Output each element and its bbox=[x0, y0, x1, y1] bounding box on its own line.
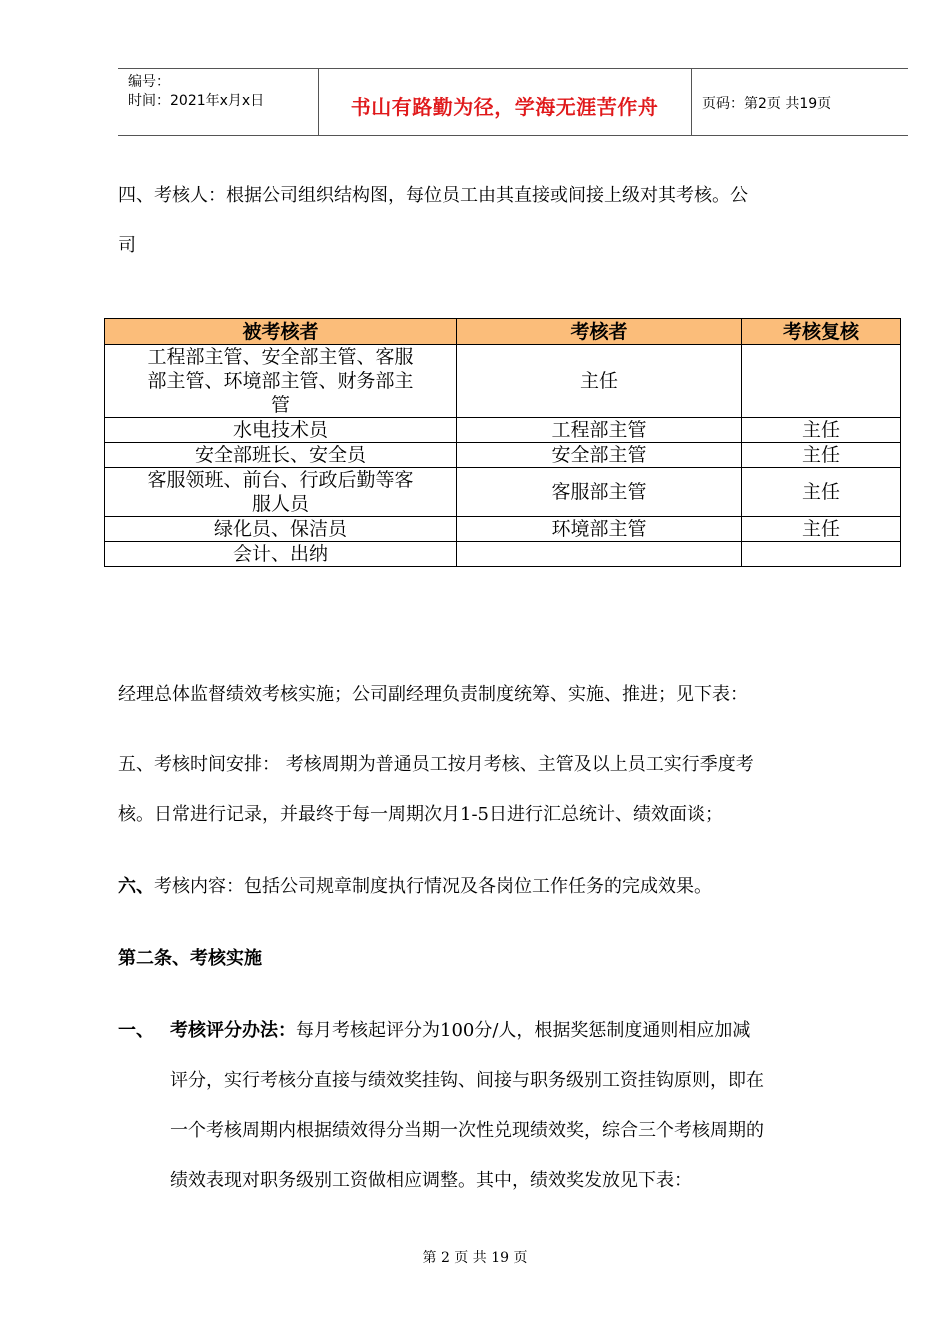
assessment-table bbox=[104, 318, 901, 567]
item1-line1 bbox=[170, 1016, 750, 1042]
assessee-cell bbox=[105, 418, 457, 443]
table-header-review: 考核复核 bbox=[742, 319, 901, 345]
document-number-label: 编号： bbox=[128, 74, 170, 90]
item1-title: 考核评分办法： bbox=[170, 1020, 296, 1041]
header-page-number: 页码：第2页 共19页 bbox=[702, 96, 832, 112]
assessee-cell bbox=[105, 517, 457, 542]
header-motto: 书山有路勤为径，学海无涯苦作舟 bbox=[350, 95, 659, 119]
assessee-line: 绿化员、保洁员 bbox=[213, 518, 347, 540]
table-header-row bbox=[105, 319, 901, 345]
section6 bbox=[118, 872, 712, 898]
assessor-cell: 环境部主管 bbox=[457, 517, 742, 542]
header-divider bbox=[691, 69, 692, 135]
assessee-line: 会计、出纳 bbox=[232, 543, 328, 565]
section4-line1: 四、考核人：根据公司组织结构图，每位员工由其直接或间接上级对其考核。公 bbox=[118, 185, 748, 206]
assessor-cell: 安全部主管 bbox=[457, 443, 742, 468]
section5-line2: 核。日常进行记录，并最终于每一周期次月1-5日进行汇总统计、绩效面谈； bbox=[118, 804, 723, 825]
assessee-line: 水电技术员 bbox=[232, 419, 328, 441]
item1-text: 每月考核起评分为100分/人，根据奖惩制度通则相应加减 bbox=[296, 1020, 751, 1041]
assessee-cell bbox=[105, 345, 457, 418]
assessee-cell bbox=[105, 542, 457, 567]
assessor-cell: 工程部主管 bbox=[457, 418, 742, 443]
section4-line2: 司 bbox=[118, 235, 136, 256]
assessee-line: 服人员 bbox=[251, 493, 309, 515]
item1-number: 一、 bbox=[118, 1020, 154, 1041]
assessor-cell: 主任 bbox=[457, 345, 742, 418]
page-footer: 第 2 页 共 19 页 bbox=[422, 1250, 528, 1266]
header-meta bbox=[128, 73, 264, 111]
review-cell: 主任 bbox=[742, 418, 901, 443]
assessee-cell bbox=[105, 468, 457, 517]
review-cell bbox=[742, 345, 901, 418]
item1-line4: 绩效表现对职务级别工资做相应调整。其中，绩效奖发放见下表： bbox=[170, 1170, 692, 1191]
assessor-cell: 客服部主管 bbox=[457, 468, 742, 517]
assessee-cell bbox=[105, 443, 457, 468]
section5-line1: 五、考核时间安排： 考核周期为普通员工按月考核、主管及以上员工实行季度考 bbox=[118, 754, 754, 775]
review-cell: 主任 bbox=[742, 468, 901, 517]
table-row bbox=[105, 468, 901, 517]
section4-continuation: 经理总体监督绩效考核实施；公司副经理负责制度统筹、实施、推进；见下表： bbox=[118, 684, 748, 705]
item1-line2: 评分，实行考核分直接与绩效奖挂钩、间接与职务级别工资挂钩原则，即在 bbox=[170, 1070, 764, 1091]
assessee-line: 工程部主管、安全部主管、客服 bbox=[147, 346, 414, 368]
table-row bbox=[105, 542, 901, 567]
table-row bbox=[105, 418, 901, 443]
article2-heading: 第二条、考核实施 bbox=[118, 948, 262, 969]
assessee-line: 部主管、环境部主管、财务部主 bbox=[147, 370, 414, 392]
review-cell: 主任 bbox=[742, 517, 901, 542]
section6-number: 六、 bbox=[118, 876, 154, 897]
page-header bbox=[118, 68, 908, 136]
table-row bbox=[105, 517, 901, 542]
document-time-label: 时间：2021年x月x日 bbox=[128, 93, 265, 109]
section6-text: 考核内容：包括公司规章制度执行情况及各岗位工作任务的完成效果。 bbox=[154, 876, 712, 897]
assessor-cell bbox=[457, 542, 742, 567]
assessee-line: 客服领班、前台、行政后勤等客 bbox=[147, 469, 414, 491]
review-cell bbox=[742, 542, 901, 567]
table-header-assessee: 被考核者 bbox=[105, 319, 457, 345]
table-row bbox=[105, 345, 901, 418]
review-cell: 主任 bbox=[742, 443, 901, 468]
table-row bbox=[105, 443, 901, 468]
assessee-line: 管 bbox=[270, 394, 290, 416]
table-header-assessor: 考核者 bbox=[457, 319, 742, 345]
item1-line3: 一个考核周期内根据绩效得分当期一次性兑现绩效奖，综合三个考核周期的 bbox=[170, 1120, 764, 1141]
assessee-line: 安全部班长、安全员 bbox=[194, 444, 366, 466]
